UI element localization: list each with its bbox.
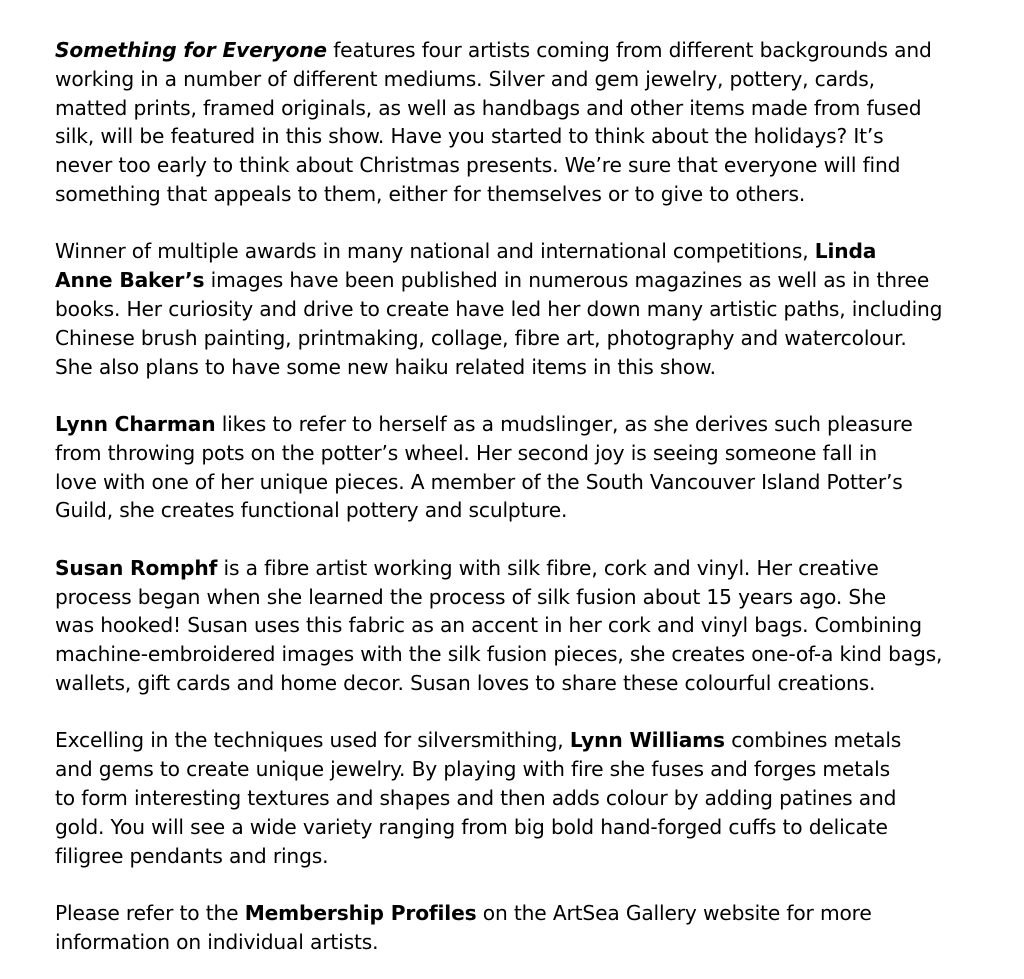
- artist-name: Linda: [814, 239, 877, 264]
- text-line: information on individual artists.: [55, 929, 379, 954]
- text-line: wallets, gift cards and home decor. Susan loves to share these colourful creations.: [55, 670, 876, 695]
- text-run: likes to refer to herself as a mudslinger, as she derives such pleasure: [215, 411, 913, 436]
- show-title: Something for Everyone: [55, 38, 327, 62]
- text-run: combines metals: [724, 728, 902, 753]
- document-body: [55, 36, 1010, 956]
- membership-profiles-reference: Membership Profiles: [244, 900, 477, 925]
- text-line: Guild, she creates functional pottery and sculpture.: [55, 498, 568, 523]
- intro-paragraph: [55, 36, 1010, 209]
- text-line: Chinese brush painting, printmaking, collage, fibre art, photography and watercolour.: [55, 325, 907, 350]
- artist-paragraph-lynn-charman: [55, 410, 1010, 525]
- text-line: love with one of her unique pieces. A member of the South Vancouver Island Potter’s: [55, 469, 903, 494]
- text-line: [55, 36, 1010, 65]
- artist-name: Susan Romphf: [55, 555, 218, 580]
- closing-paragraph: [55, 899, 1010, 957]
- text-line: [55, 266, 1010, 295]
- text-run: images have been published in numerous magazines as well as in three: [204, 268, 930, 293]
- text-line: silk, will be featured in this show. Have you started to think about the holidays? It’s: [55, 124, 884, 149]
- text-line: machine-embroidered images with the silk fusion pieces, she creates one-of-a kind bags,: [55, 642, 943, 667]
- text-line: process began when she learned the process of silk fusion about 15 years ago. She: [55, 584, 886, 609]
- text-run: is a fibre artist working with silk fibre, cork and vinyl. Her creative: [217, 555, 879, 580]
- text-run: Excelling in the techniques used for silversmithing,: [55, 728, 570, 753]
- text-run: Please refer to the: [55, 900, 245, 925]
- text-run: on the ArtSea Gallery website for more: [476, 900, 872, 925]
- artist-name: Anne Baker’s: [55, 268, 205, 293]
- text-line: working in a number of different mediums. Silver and gem jewelry, pottery, cards,: [55, 66, 875, 91]
- artist-name: Lynn Charman: [55, 411, 216, 436]
- text-line: [55, 899, 1010, 928]
- text-line: and gems to create unique jewelry. By playing with fire she fuses and forges metals: [55, 757, 891, 782]
- artist-paragraph-linda-anne-baker: [55, 237, 1010, 381]
- artist-name: Lynn Williams: [569, 728, 725, 753]
- text-line: [55, 410, 1010, 439]
- artist-paragraph-susan-romphf: [55, 554, 1010, 698]
- text-line: matted prints, framed originals, as well as handbags and other items made from fused: [55, 95, 922, 120]
- artist-paragraph-lynn-williams: [55, 726, 1010, 870]
- text-line: [55, 237, 1010, 266]
- text-line: was hooked! Susan uses this fabric as an accent in her cork and vinyl bags. Combining: [55, 613, 922, 638]
- text-line: She also plans to have some new haiku related items in this show.: [55, 354, 716, 379]
- text-line: books. Her curiosity and drive to create have led her down many artistic paths, including: [55, 296, 943, 321]
- text-run: features four artists coming from different backgrounds and: [326, 38, 932, 62]
- text-line: [55, 726, 1010, 755]
- text-line: [55, 554, 1010, 583]
- text-line: from throwing pots on the potter’s wheel. Her second joy is seeing someone fall in: [55, 440, 877, 465]
- text-line: to form interesting textures and shapes and then adds colour by adding patines and: [55, 785, 897, 810]
- text-line: something that appeals to them, either for themselves or to give to others.: [55, 181, 806, 206]
- text-line: filigree pendants and rings.: [55, 843, 329, 868]
- text-run: Winner of multiple awards in many national and international competitions,: [55, 239, 815, 264]
- text-line: never too early to think about Christmas presents. We’re sure that everyone will find: [55, 153, 901, 178]
- text-line: gold. You will see a wide variety ranging from big bold hand-forged cuffs to delicate: [55, 814, 888, 839]
